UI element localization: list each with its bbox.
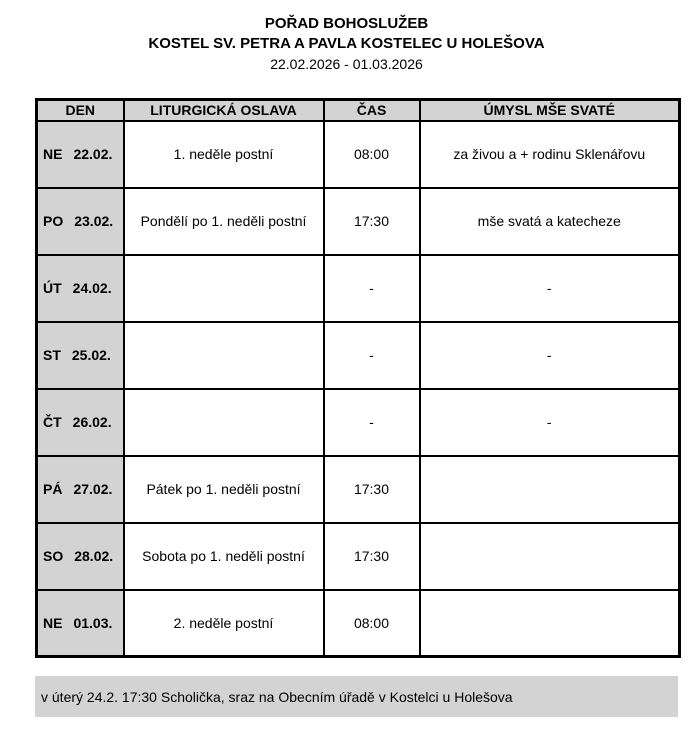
intention-cell: -	[420, 322, 680, 389]
day-abbr: NE	[43, 146, 63, 162]
note-text: v úterý 24.2. 17:30 Scholička, sraz na Obecním úřadě v Kostelci u Holešova	[41, 688, 513, 705]
liturgy-cell: Pátek po 1. neděli postní	[124, 456, 324, 523]
col-header-umysl: ÚMYSL MŠE SVATÉ	[420, 100, 680, 121]
day-abbr: PÁ	[43, 481, 63, 497]
day-abbr: ČT	[43, 414, 62, 430]
liturgy-cell: 1. neděle postní	[124, 121, 324, 188]
day-abbr: NE	[43, 614, 63, 631]
day-cell	[37, 523, 124, 590]
day-date: 26.02.	[72, 414, 112, 430]
title-block	[0, 0, 693, 74]
day-cell	[37, 590, 124, 657]
note-bar	[35, 676, 678, 717]
time-cell: 17:30	[324, 523, 420, 590]
liturgy-cell	[124, 255, 324, 322]
day-abbr: ST	[43, 347, 61, 363]
day-cell	[37, 121, 124, 188]
table-row	[37, 188, 680, 255]
table-row	[37, 590, 680, 657]
col-header-den: DEN	[37, 100, 124, 121]
liturgy-cell	[124, 389, 324, 456]
liturgy-cell	[124, 322, 324, 389]
intention-cell	[420, 523, 680, 590]
day-date: 28.02.	[74, 548, 114, 564]
col-header-cas: ČAS	[324, 100, 420, 121]
day-abbr: SO	[43, 548, 64, 564]
page-title: POŘAD BOHOSLUŽEB	[264, 15, 429, 32]
day-date: 22.02.	[73, 146, 113, 162]
intention-cell	[420, 590, 680, 657]
day-cell	[37, 456, 124, 523]
liturgy-cell: 2. neděle postní	[124, 590, 324, 657]
time-cell: -	[324, 322, 420, 389]
time-cell: 08:00	[324, 590, 420, 657]
time-cell: 17:30	[324, 456, 420, 523]
liturgy-cell: Pondělí po 1. neděli postní	[124, 188, 324, 255]
intention-cell: -	[420, 389, 680, 456]
day-cell	[37, 322, 124, 389]
date-range: 22.02.2026 - 01.03.2026	[270, 56, 423, 72]
time-cell: 08:00	[324, 121, 420, 188]
day-date: 25.02.	[71, 347, 111, 363]
time-cell: 17:30	[324, 188, 420, 255]
schedule-table	[35, 98, 681, 658]
day-date: 23.02.	[74, 213, 114, 229]
day-abbr: ÚT	[43, 280, 62, 296]
intention-cell	[420, 456, 680, 523]
day-cell	[37, 188, 124, 255]
table-row	[37, 255, 680, 322]
table-row	[37, 121, 680, 188]
day-cell	[37, 389, 124, 456]
page-subtitle: KOSTEL SV. PETRA A PAVLA KOSTELEC U HOLEŠOVA	[148, 35, 545, 52]
intention-cell: -	[420, 255, 680, 322]
table-row	[37, 456, 680, 523]
intention-cell: za živou a + rodinu Sklenářovu	[420, 121, 680, 188]
intention-cell: mše svatá a katecheze	[420, 188, 680, 255]
day-cell	[37, 255, 124, 322]
table-row	[37, 389, 680, 456]
liturgy-cell: Sobota po 1. neděli postní	[124, 523, 324, 590]
day-abbr: PO	[43, 213, 64, 229]
table-row	[37, 322, 680, 389]
time-cell: -	[324, 389, 420, 456]
time-cell: -	[324, 255, 420, 322]
header-row	[37, 100, 680, 121]
day-date: 24.02.	[72, 280, 112, 296]
day-date: 27.02.	[73, 481, 113, 497]
col-header-oslava: LITURGICKÁ OSLAVA	[124, 100, 324, 121]
day-date: 01.03.	[73, 614, 113, 631]
table-row	[37, 523, 680, 590]
